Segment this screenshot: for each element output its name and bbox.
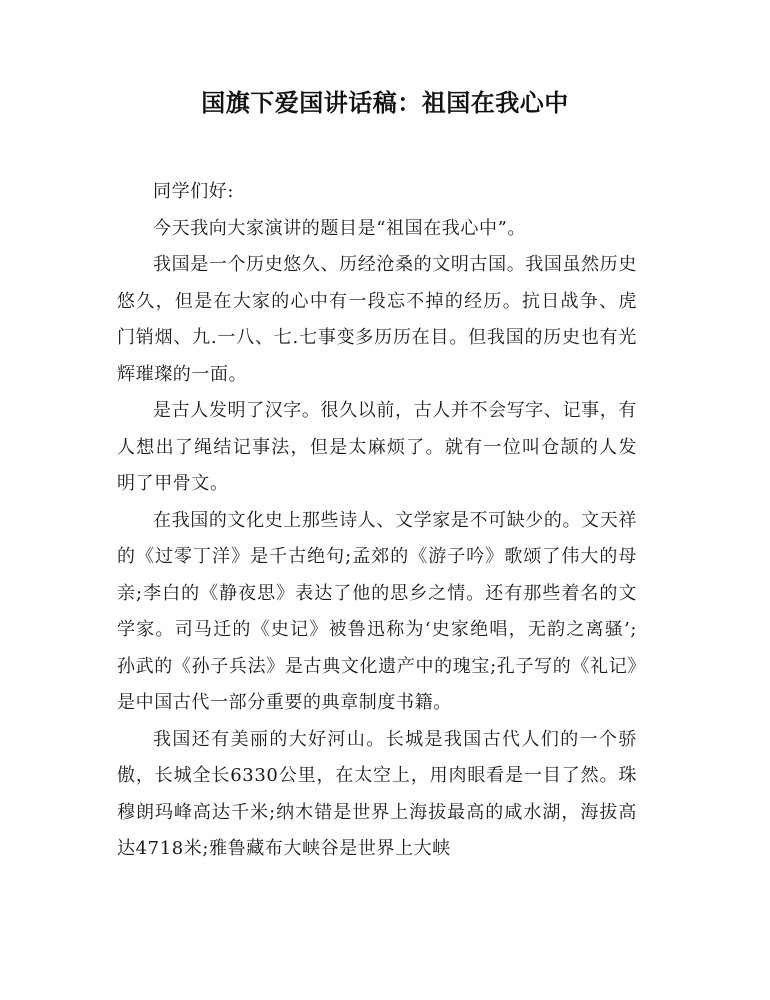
paragraph-topic: 今天我向大家演讲的题目是“祖国在我心中”。 xyxy=(153,217,527,239)
document-body xyxy=(117,174,637,868)
paragraph-literature: 在我国的文化史上那些诗人、文学家是不可缺少的。文天祥的《过零丁洋》是千古绝句;孟郊的《游子吟》歌颂了伟大的母亲;李白的《静夜思》表达了他的思乡之情。还有那些着名的文学家。司马迁的《史记》被鲁迅称为‘史家绝唱，无韵之离骚’;孙武的《孙子兵法》是古典文化遗产中的瑰宝;孔子写的《礼记》是中国古代一部分重要的典章制度书籍。 xyxy=(117,509,637,713)
paragraph-characters: 是古人发明了汉字。很久以前，古人并不会写字、记事，有人想出了绳结记事法，但是太麻烦了。就有一位叫仓颉的人发明了甲骨文。 xyxy=(117,400,637,494)
paragraph-history: 我国是一个历史悠久、历经沧桑的文明古国。我国虽然历史悠久，但是在大家的心中有一段忘不掉的经历。抗日战争、虎门销烟、九.一八、七.七事变多历历在目。但我国的历史也有光辉璀璨的一面。 xyxy=(117,254,637,385)
document-title: 国旗下爱国讲话稿：祖国在我心中 xyxy=(201,89,569,117)
paragraph-landscape: 我国还有美丽的大好河山。长城是我国古代人们的一个骄傲，长城全长6330公里，在太空上，用肉眼看是一目了然。珠穆朗玛峰高达千米;纳木错是世界上海拔最高的咸水湖，海拔高达4718米;雅鲁藏布大峡谷是世界上大峡 xyxy=(117,728,637,859)
paragraph-greeting: 同学们好: xyxy=(153,181,235,202)
